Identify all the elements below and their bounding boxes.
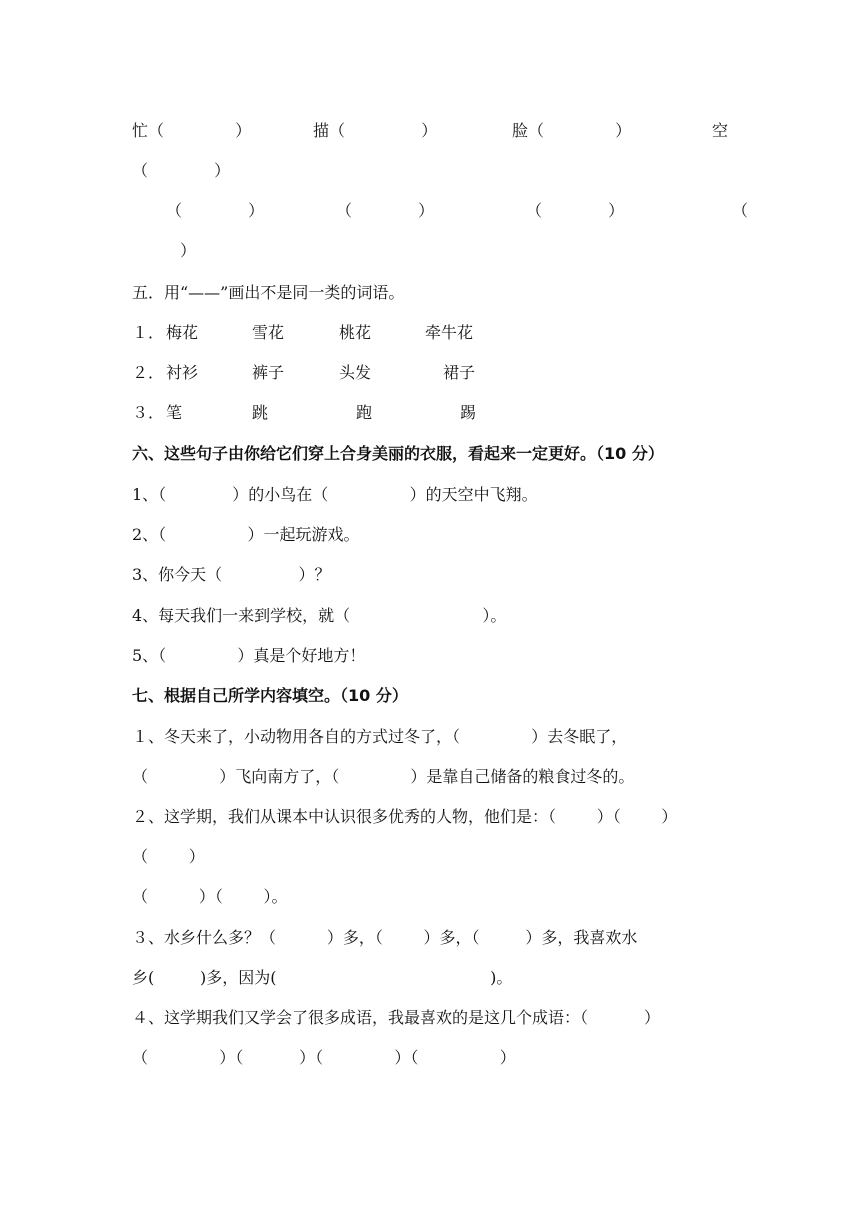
row2-cell3: （ ） <box>526 201 625 220</box>
s7-line1: １、冬天来了，小动物用各自的方式过冬了，（ ）去冬眠了， <box>132 727 628 746</box>
s5-item2-num: ２． <box>132 363 165 382</box>
s5-item1-num: １． <box>132 323 165 342</box>
s7-line7: 乡( )多，因为( )。 <box>132 968 513 987</box>
section7-title: 七、根据自己所学内容填空。（10 分） <box>132 686 408 705</box>
s6-item5: 5、（ ）真是个好地方！ <box>132 646 366 665</box>
row1-cell4: 空 <box>712 121 729 140</box>
s7-line8: ４、这学期我们又学会了很多成语，我最喜欢的是这几个成语：（ ） <box>132 1008 660 1027</box>
section5-title: 五．用“——”画出不是同一类的词语。 <box>132 283 405 302</box>
s5-item1-word4: 牵牛花 <box>425 323 474 342</box>
s5-item1-word3: 桃花 <box>339 323 372 342</box>
s5-item2-word2: 裤子 <box>252 363 285 382</box>
s7-line5: （ ）（ ）。 <box>132 887 288 906</box>
s7-line6: ３、水乡什么多？（ ）多，（ ）多，（ ）多，我喜欢水 <box>132 928 638 947</box>
row1-cell3: 脸（ ） <box>512 121 632 140</box>
s6-item2: 2、（ ）一起玩游戏。 <box>132 525 360 544</box>
s7-line3: ２、这学期，我们从课本中认识很多优秀的人物，他们是：（ ）（ ） <box>132 807 678 826</box>
s5-item3-word3: 跑 <box>356 403 373 422</box>
row1-cell2: 描（ ） <box>313 121 438 140</box>
s5-item1-word1: 梅花 <box>166 323 199 342</box>
s5-item1-word2: 雪花 <box>252 323 285 342</box>
s5-item3-word2: 跳 <box>252 403 269 422</box>
s7-line9: （ ）（ ）（ ）（ ） <box>132 1048 516 1067</box>
s7-line2: （ ）飞向南方了，（ ）是靠自己储备的粮食过冬的。 <box>132 767 635 786</box>
row2-cell4: （ <box>732 201 749 220</box>
s5-item2-word3: 头发 <box>339 363 372 382</box>
section6-title: 六、这些句子由你给它们穿上合身美丽的衣服，看起来一定更好。（10 分） <box>132 444 664 463</box>
s7-line4: （ ） <box>132 847 205 866</box>
row2-cell2: （ ） <box>336 201 435 220</box>
row2-cell1: （ ） <box>166 201 265 220</box>
s5-item2-word4: 裙子 <box>443 363 476 382</box>
s5-item3-num: ３． <box>132 403 165 422</box>
s5-item2-word1: 衬衫 <box>166 363 199 382</box>
row2-wrap: ） <box>180 241 197 260</box>
s6-item3: 3、你今天（ ）？ <box>132 565 331 584</box>
row1-cell1: 忙（ ） <box>132 121 252 140</box>
row1-wrap: （ ） <box>132 161 231 180</box>
s6-item4: 4、每天我们一来到学校，就（ ）。 <box>132 606 507 625</box>
s5-item3-word1: 笔 <box>166 403 183 422</box>
s5-item3-word4: 踢 <box>460 403 477 422</box>
s6-item1: 1、（ ）的小鸟在（ ）的天空中飞翔。 <box>132 485 538 504</box>
